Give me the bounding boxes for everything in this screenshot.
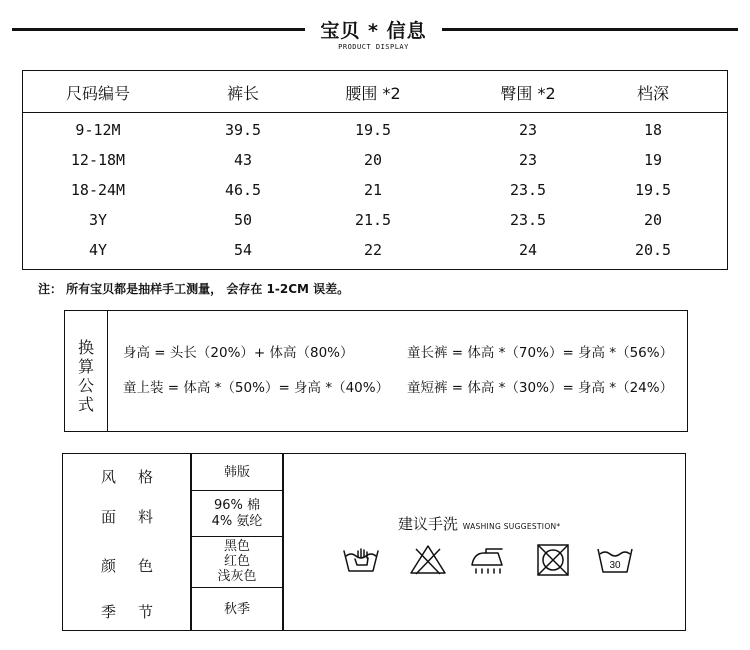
table-cell: 46.5: [224, 181, 262, 199]
value-color-line: 红色: [223, 554, 250, 569]
column-header-size: 尺码编号: [65, 84, 130, 103]
header-rule-right: [442, 28, 738, 31]
low-iron-icon: [468, 543, 508, 577]
size-table-header: [23, 71, 727, 113]
table-cell: 20: [363, 151, 383, 169]
table-cell: 23.5: [509, 181, 547, 199]
divider: [191, 587, 283, 588]
formula-body-height: 身高 = 头长（20%）+ 体高（80%）: [123, 345, 354, 361]
page-subtitle: PRODUCT DISPLAY: [338, 43, 409, 51]
table-row: [23, 175, 727, 205]
column-header-waist: 腰围 *2: [345, 84, 401, 103]
table-cell: 23.5: [509, 211, 547, 229]
label-style: 风格: [100, 468, 175, 486]
table-cell: 20.5: [634, 241, 672, 259]
divider: [191, 490, 283, 491]
table-cell: 18-24M: [70, 181, 126, 199]
product-info-table: [62, 453, 686, 631]
no-bleach-icon: [408, 543, 448, 577]
table-cell: 4Y: [88, 241, 108, 259]
table-cell: 3Y: [88, 211, 108, 229]
table-row: [23, 235, 727, 265]
table-cell: 22: [363, 241, 383, 259]
table-cell: 19.5: [634, 181, 672, 199]
table-row: [23, 205, 727, 235]
value-fabric-line: 4% 氨纶: [211, 514, 263, 529]
table-cell: 12-18M: [70, 151, 126, 169]
size-table: [22, 70, 728, 270]
no-tumble-dry-icon: [533, 543, 573, 577]
table-cell: 21: [363, 181, 383, 199]
table-row: [23, 145, 727, 175]
table-cell: 21.5: [354, 211, 392, 229]
formula-label-char: 公: [77, 376, 94, 395]
formula-shorts: 童短裤 = 体高 *（30%）= 身高 *（24%）: [407, 380, 674, 396]
table-cell: 43: [233, 151, 253, 169]
label-season: 季节: [100, 603, 175, 621]
table-cell: 24: [518, 241, 538, 259]
formula-label-char: 换: [77, 338, 94, 357]
value-color-line: 浅灰色: [217, 569, 257, 584]
table-cell: 19.5: [354, 121, 392, 139]
table-cell: 39.5: [224, 121, 262, 139]
table-cell: 23: [518, 121, 538, 139]
value-color-line: 黑色: [223, 539, 250, 554]
divider: [191, 536, 283, 537]
measurement-note: 注： 所有宝贝都是抽样手工测量， 会存在 1-2CM 误差。: [38, 282, 350, 296]
table-cell: 9-12M: [75, 121, 121, 139]
formula-tops: 童上装 = 体高 *（50%）= 身高 *（40%）: [123, 380, 390, 396]
table-cell: 20: [643, 211, 663, 229]
formula-long-pants: 童长裤 = 体高 *（70%）= 身高 *（56%）: [407, 345, 674, 361]
divider: [282, 454, 284, 630]
table-cell: 18: [643, 121, 663, 139]
wash-30-icon: [595, 543, 635, 577]
formula-label: [65, 311, 108, 431]
column-header-hip: 臀围 *2: [500, 84, 556, 103]
wash-title-cn: 建议手洗: [398, 515, 459, 533]
formula-label-char: 式: [77, 395, 94, 414]
value-fabric-line: 96% 棉: [213, 498, 261, 513]
column-header-rise: 档深: [636, 84, 669, 103]
table-cell: 54: [233, 241, 253, 259]
value-season: 秋季: [223, 602, 250, 617]
table-row: [23, 115, 727, 145]
table-cell: 19: [643, 151, 663, 169]
wash-temperature-label: 30: [609, 560, 621, 571]
value-style: 韩版: [223, 465, 250, 480]
conversion-formula-box: [64, 310, 688, 432]
column-header-length: 裤长: [226, 84, 259, 103]
wash-suggestion-title: [398, 513, 560, 534]
label-fabric: 面料: [100, 508, 175, 526]
table-cell: 50: [233, 211, 253, 229]
label-color: 颜色: [100, 557, 175, 575]
table-cell: 23: [518, 151, 538, 169]
page-title: 宝贝 * 信息: [320, 20, 427, 42]
formula-label-char: 算: [77, 357, 94, 376]
hand-wash-icon: [341, 543, 381, 577]
wash-title-en: WASHING SUGGESTION*: [462, 522, 561, 531]
header-rule-left: [12, 28, 305, 31]
